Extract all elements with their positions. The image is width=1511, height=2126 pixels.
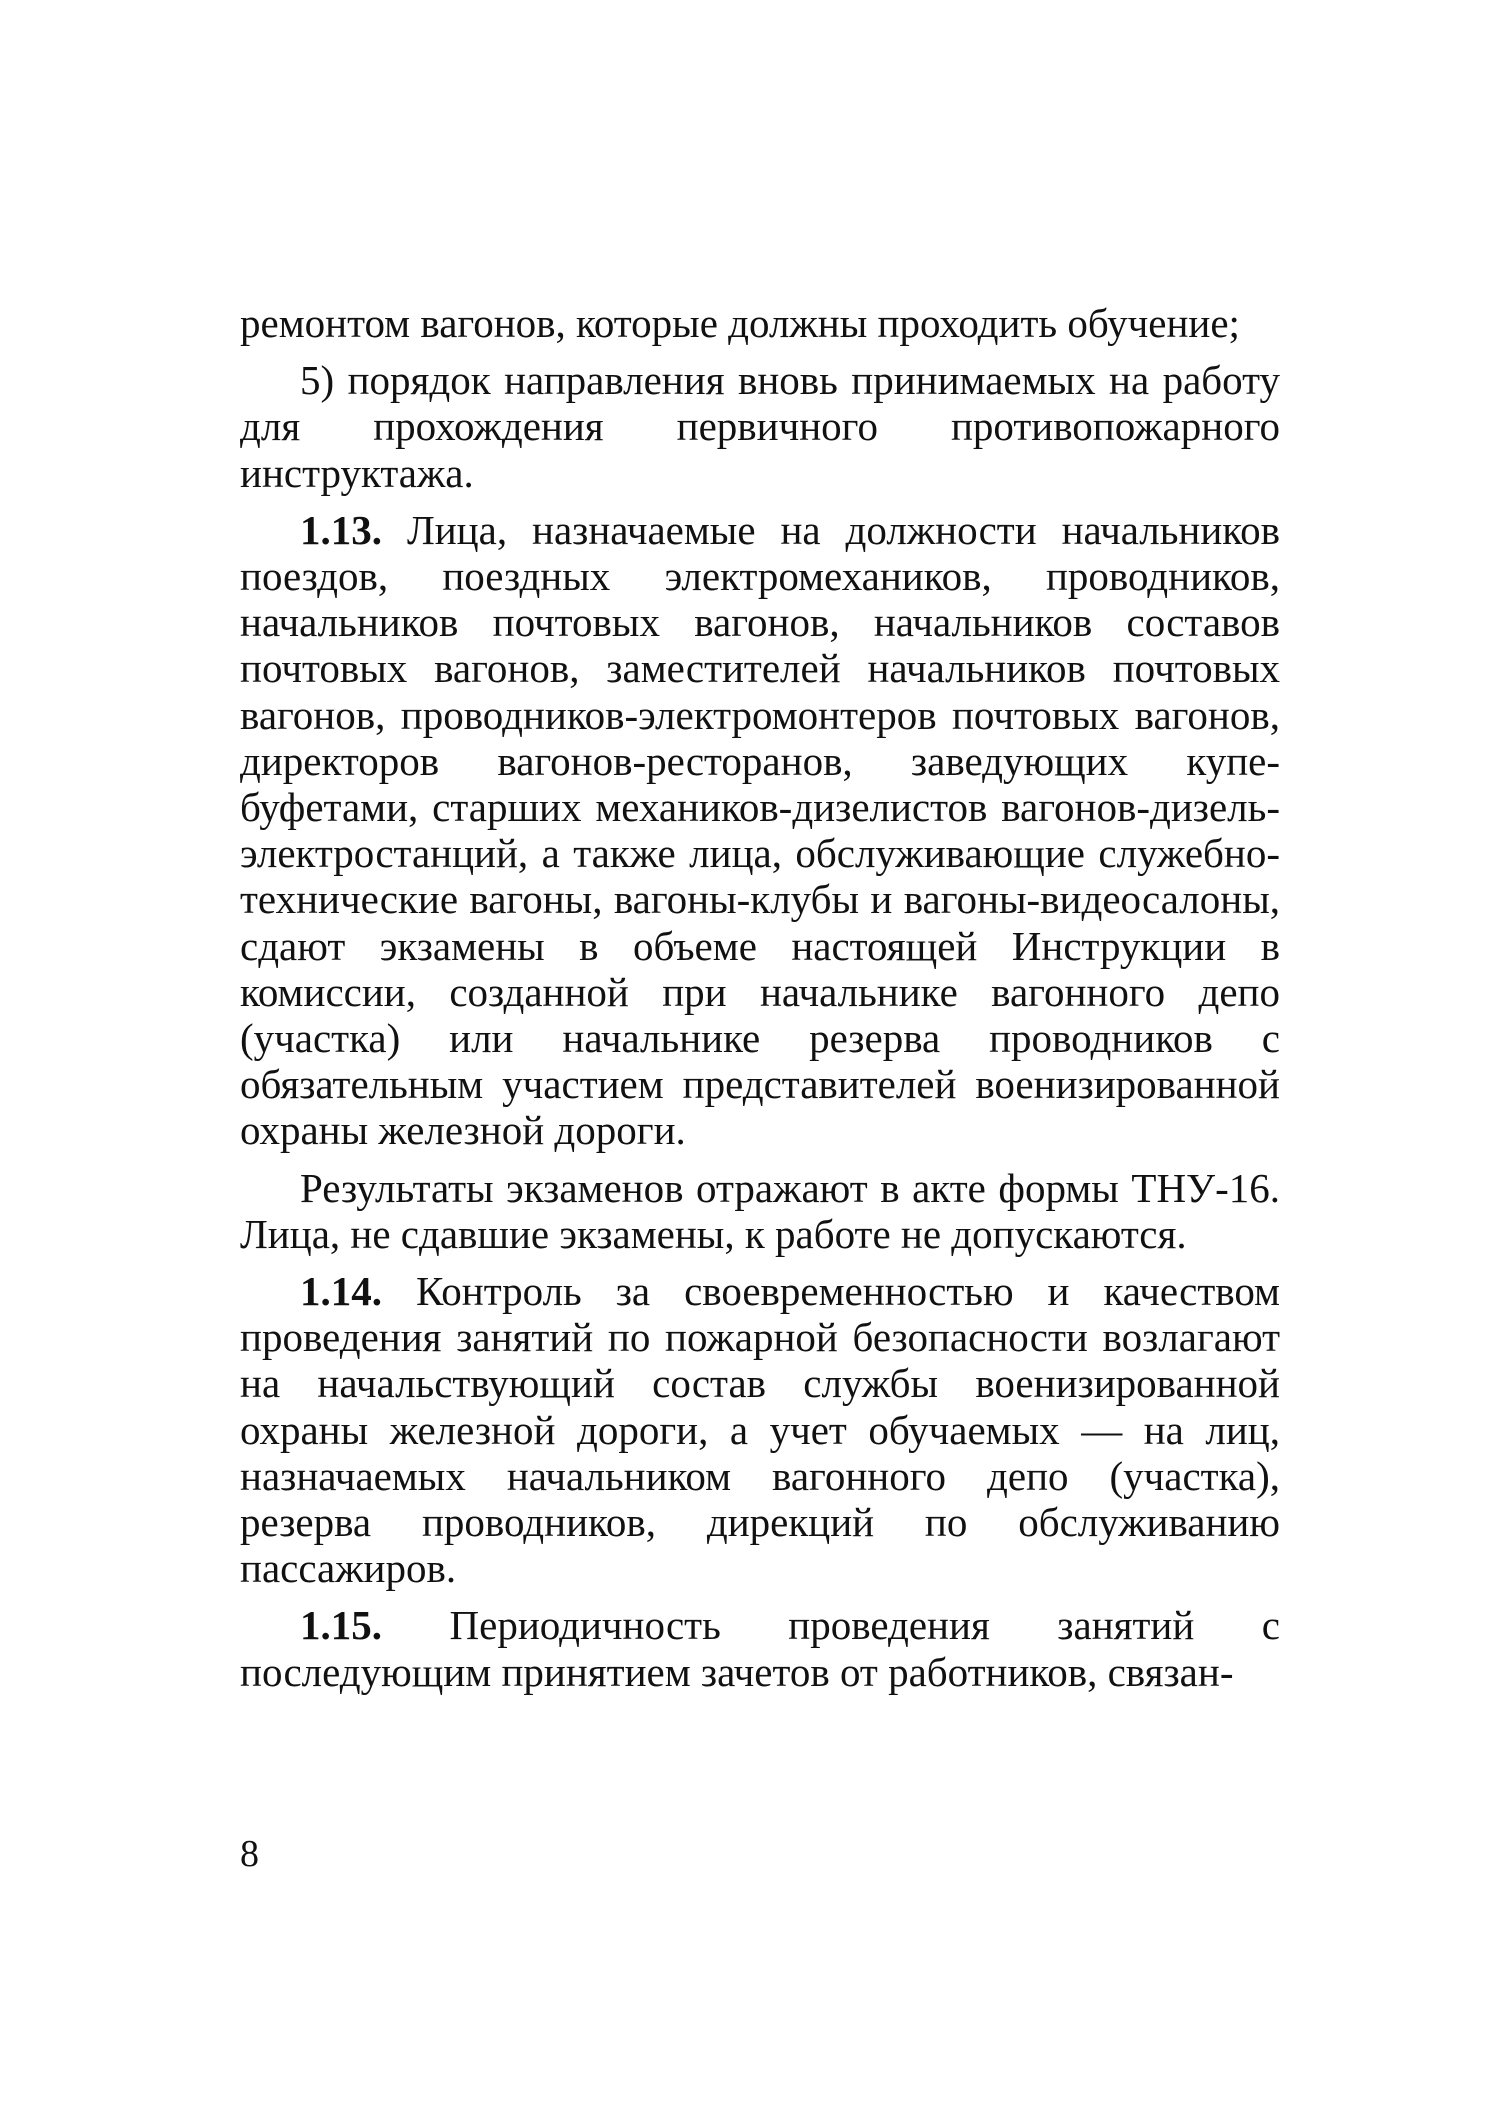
paragraph-text: Периодичность проведения занятий с последующим принятием зачетов от работников, связан- [240,1602,1280,1695]
paragraph-1-14 [240,1268,1280,1591]
paragraph-text: ремонтом вагонов, которые должны проходить обучение; [240,300,1240,346]
paragraph-text: Лица, назначаемые на должности начальников поездов, поездных электромехаников, проводников, начальников почтовых вагонов, начальников составов почтовых вагонов, заместителей начальников почтовых вагонов, проводников-электромонтеров почтовых вагонов, директоров вагонов-ресторанов, заведующих купе-буфетами, старших механиков-дизелистов вагонов-дизель-электростанций, а также лица, обслуживающие служебно-технические вагоны, вагоны-клубы и вагоны-видеосалоны, сдают экзамены в объеме настоящей Инструкции в комиссии, созданной при начальнике вагонного депо (участка) или начальнике резерва проводников с обязательным участием представителей военизированной охраны железной дороги. [240,506,1281,1154]
body-text [240,300,1280,1706]
paragraph-text: Контроль за своевременностью и качеством проведения занятий по пожарной безопасности возлагают на начальствующий состав службы военизированной охраны железной дороги, а учет обучаемых — на лиц, назначаемых начальником вагонного депо (участка), резерва проводников, дирекций по обслуживанию пассажиров. [240,1268,1280,1592]
paragraph-text: 5) порядок направления вновь принимаемых на работу для прохождения первичного противопожарного инструктажа. [240,357,1280,496]
paragraph-1-13 [240,507,1280,1154]
paragraph-results [240,1165,1280,1257]
paragraph-item-5 [240,357,1280,496]
paragraph-text: Результаты экзаменов отражают в акте формы ТНУ-16. Лица, не сдавшие экзамены, к работе не допускаются. [240,1164,1280,1257]
page-number: 8 [240,1833,259,1875]
section-number: 1.13. [300,506,382,553]
section-number: 1.15. [300,1602,382,1649]
paragraph-1-15 [240,1602,1280,1694]
section-number: 1.14. [300,1268,382,1315]
paragraph-continuation [240,300,1280,346]
